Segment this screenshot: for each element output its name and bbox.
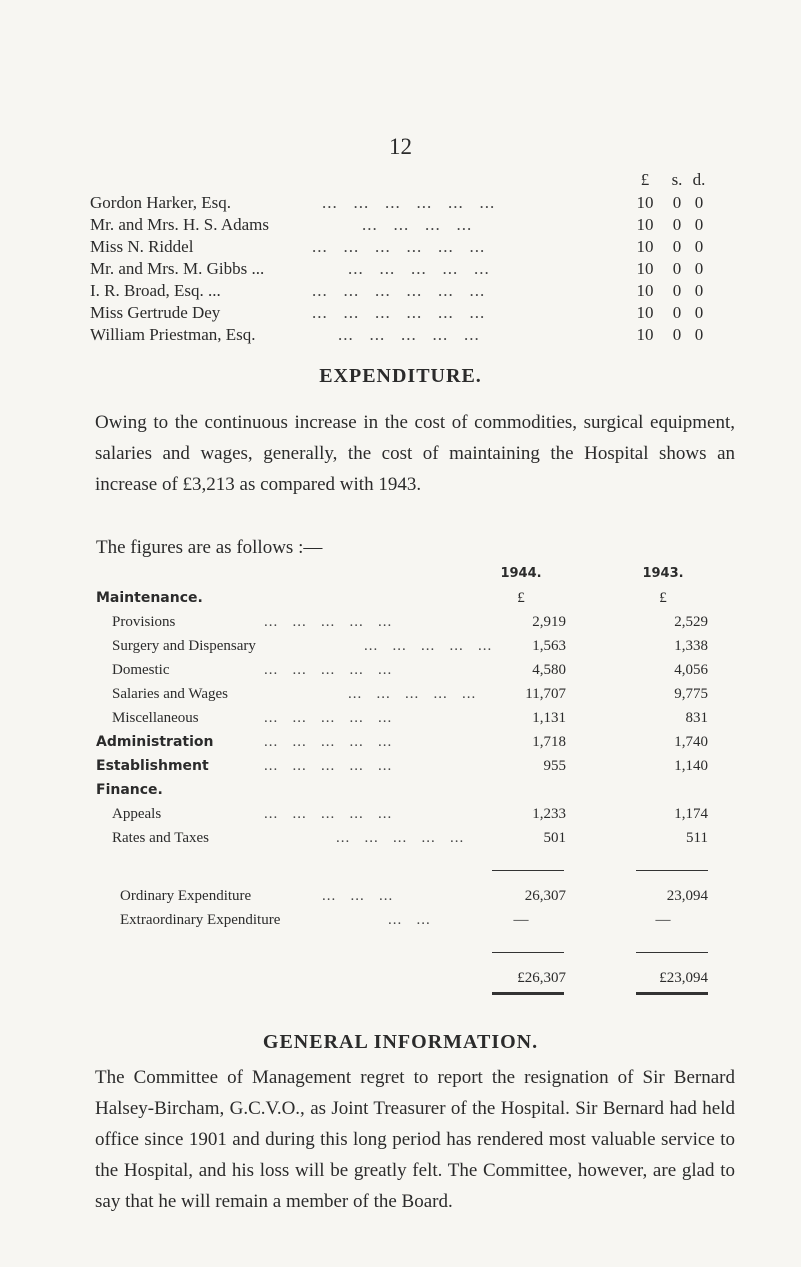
value-1944: 1,563: [532, 638, 566, 654]
page-number: 12: [389, 134, 412, 159]
value-1944: 1,131: [532, 710, 566, 726]
value-1944: 2,919: [532, 614, 566, 630]
table-row: [96, 706, 746, 730]
finance-header-row: [96, 778, 746, 802]
administration-1944: 1,718: [532, 734, 566, 750]
row-label: Rates and Taxes: [112, 830, 209, 846]
donor-name: Gordon Harker, Esq.: [90, 193, 231, 212]
row-label: Salaries and Wages: [112, 686, 228, 702]
establishment-row: Establishment ... ... ... ... ... 955 1,140: [96, 754, 746, 778]
subtotal-rule-row: [96, 850, 746, 884]
row-label: Appeals: [112, 806, 162, 822]
donor-shillings: 0: [672, 281, 682, 300]
donor-column-headers: [90, 170, 740, 192]
donor-row: [90, 324, 740, 346]
leader-dots: ... ... ... ... ...: [264, 710, 393, 726]
extraordinary-expenditure-row: Extraordinary Expenditure ... ... — —: [96, 908, 746, 932]
table-row: [96, 682, 746, 706]
donor-name: Miss N. Riddel: [90, 237, 194, 256]
donor-name: I. R. Broad, Esq. ...: [90, 281, 221, 300]
donor-shillings: 0: [672, 215, 682, 234]
donor-row: [90, 280, 740, 302]
expenditure-paragraph: [95, 407, 735, 500]
total-row: [96, 966, 746, 990]
general-information-heading: GENERAL INFORMATION.: [262, 1031, 539, 1053]
general-information-text: The Committee of Management regret to report the resignation of Sir Bernard Halsey-Bircham, G.C.V.O., as Joint Treasurer of the Hospital. Sir Bernard had held office since 1901 and during this long period has rendered most valuable service to the Hospital, and his loss will be greatly felt. The Committee, however, are glad to say that he will remain a member of the Board.: [95, 1067, 735, 1212]
leader-dots: ... ... ... ... ... ...: [312, 281, 486, 300]
administration-row: Administration ... ... ... ... ... 1,718 1,740: [96, 730, 746, 754]
extraordinary-expenditure-label: Extraordinary Expenditure: [120, 912, 281, 928]
administration-label: Administration: [96, 734, 214, 750]
donor-pence: 0: [694, 325, 704, 344]
subtotal-rule-1943: [636, 870, 708, 871]
leader-dots: ... ... ... ...: [362, 215, 473, 234]
expenditure-heading: EXPENDITURE.: [319, 365, 482, 387]
value-1944: 11,707: [525, 686, 566, 702]
donor-name: Mr. and Mrs. M. Gibbs ...: [90, 259, 265, 278]
leader-dots: ... ... ... ... ...: [264, 614, 393, 630]
year-1944-header: 1944.: [500, 566, 542, 581]
administration-1943: 1,740: [674, 734, 708, 750]
value-1944: 4,580: [532, 662, 566, 678]
value-1943: 4,056: [674, 662, 708, 678]
value-1944: 501: [543, 830, 566, 846]
donor-shillings: 0: [672, 325, 682, 344]
donor-row: [90, 192, 740, 214]
year-header-row: [96, 562, 746, 586]
figures-intro: The figures are as follows :—: [96, 537, 323, 558]
leader-dots: ... ... ... ... ... ...: [312, 237, 486, 256]
donor-pence: 0: [694, 237, 704, 256]
donor-row: [90, 236, 740, 258]
leader-dots: ... ... ... ... ... ...: [312, 303, 486, 322]
year-1943-header: 1943.: [642, 566, 684, 581]
value-1943: 1,174: [674, 806, 708, 822]
leader-dots: ... ... ... ... ...: [348, 259, 490, 278]
table-row: [96, 658, 746, 682]
value-1943: 2,529: [674, 614, 708, 630]
extraordinary-expenditure-1944: —: [513, 912, 529, 928]
donor-name: Mr. and Mrs. H. S. Adams: [90, 215, 269, 234]
expenditure-text: Owing to the continuous increase in the cost of commodities, surgical equipment, salaries and wages, generally, the cost of maintaining the Hospital shows an increase of £3,213 as compared with 1943.: [95, 412, 735, 495]
table-row: [96, 802, 746, 826]
donor-pounds: 10: [636, 303, 654, 322]
leader-dots: ... ... ... ... ...: [348, 686, 477, 702]
total-rule-1943: [636, 952, 708, 953]
pounds-header: £: [640, 170, 650, 189]
donor-pounds: 10: [636, 237, 654, 256]
table-row: [96, 634, 746, 658]
total-1943: £23,094: [659, 970, 708, 986]
donor-pounds: 10: [636, 259, 654, 278]
row-label: Miscellaneous: [112, 710, 199, 726]
total-rule-row: [96, 932, 746, 966]
finance-section-label: Finance.: [96, 782, 163, 798]
donor-pounds: 10: [636, 281, 654, 300]
figures-table: [96, 562, 746, 990]
leader-dots: ... ... ... ... ...: [336, 830, 465, 846]
extraordinary-expenditure-1943: —: [655, 912, 671, 928]
establishment-1944: 955: [543, 758, 566, 774]
ordinary-expenditure-1943: 23,094: [666, 888, 708, 904]
donor-row: [90, 214, 740, 236]
donor-pence: 0: [694, 281, 704, 300]
leader-dots: ... ... ... ... ...: [264, 662, 393, 678]
total-double-rule-1944: [492, 992, 564, 995]
value-1943: 831: [685, 710, 708, 726]
shillings-header: s.: [671, 170, 683, 189]
value-1943: 1,338: [674, 638, 708, 654]
donor-row: [90, 258, 740, 280]
unit-1944: £: [517, 590, 525, 606]
general-information-paragraph: [95, 1062, 735, 1217]
donor-name: William Priestman, Esq.: [90, 325, 256, 344]
total-1944: £26,307: [517, 970, 566, 986]
donor-name: Miss Gertrude Dey: [90, 303, 221, 322]
maintenance-header-row: [96, 586, 746, 610]
donor-pounds: 10: [636, 193, 654, 212]
total-double-rule-1943: [636, 992, 708, 995]
donor-pence: 0: [694, 193, 704, 212]
unit-1943: £: [659, 590, 667, 606]
donor-pence: 0: [694, 303, 704, 322]
table-row: [96, 826, 746, 850]
value-1943: 9,775: [674, 686, 708, 702]
donor-list: [90, 170, 740, 346]
leader-dots: ... ... ... ... ...: [364, 638, 493, 654]
donor-pounds: 10: [636, 325, 654, 344]
establishment-label: Establishment: [96, 758, 209, 774]
total-rule-1944: [492, 952, 564, 953]
table-row: [96, 610, 746, 634]
row-label: Domestic: [112, 662, 170, 678]
value-1944: 1,233: [532, 806, 566, 822]
row-label: Surgery and Dispensary: [112, 638, 256, 654]
donor-shillings: 0: [672, 303, 682, 322]
leader-dots: ... ... ... ... ... ...: [322, 193, 496, 212]
establishment-1943: 1,140: [674, 758, 708, 774]
value-1943: 511: [686, 830, 708, 846]
donor-pence: 0: [694, 215, 704, 234]
ordinary-expenditure-label: Ordinary Expenditure: [120, 888, 252, 904]
donor-shillings: 0: [672, 259, 682, 278]
donor-shillings: 0: [672, 193, 682, 212]
maintenance-section-label: Maintenance.: [96, 590, 203, 606]
donor-row: [90, 302, 740, 324]
ordinary-expenditure-row: Ordinary Expenditure ... ... ... 26,307 23,094: [96, 884, 746, 908]
pence-header: d.: [692, 170, 706, 189]
donor-pence: 0: [694, 259, 704, 278]
subtotal-rule-1944: [492, 870, 564, 871]
leader-dots: ... ... ... ... ...: [264, 806, 393, 822]
donor-pounds: 10: [636, 215, 654, 234]
donor-shillings: 0: [672, 237, 682, 256]
leader-dots: ... ... ... ... ...: [338, 325, 480, 344]
row-label: Provisions: [112, 614, 176, 630]
ordinary-expenditure-1944: 26,307: [524, 888, 566, 904]
